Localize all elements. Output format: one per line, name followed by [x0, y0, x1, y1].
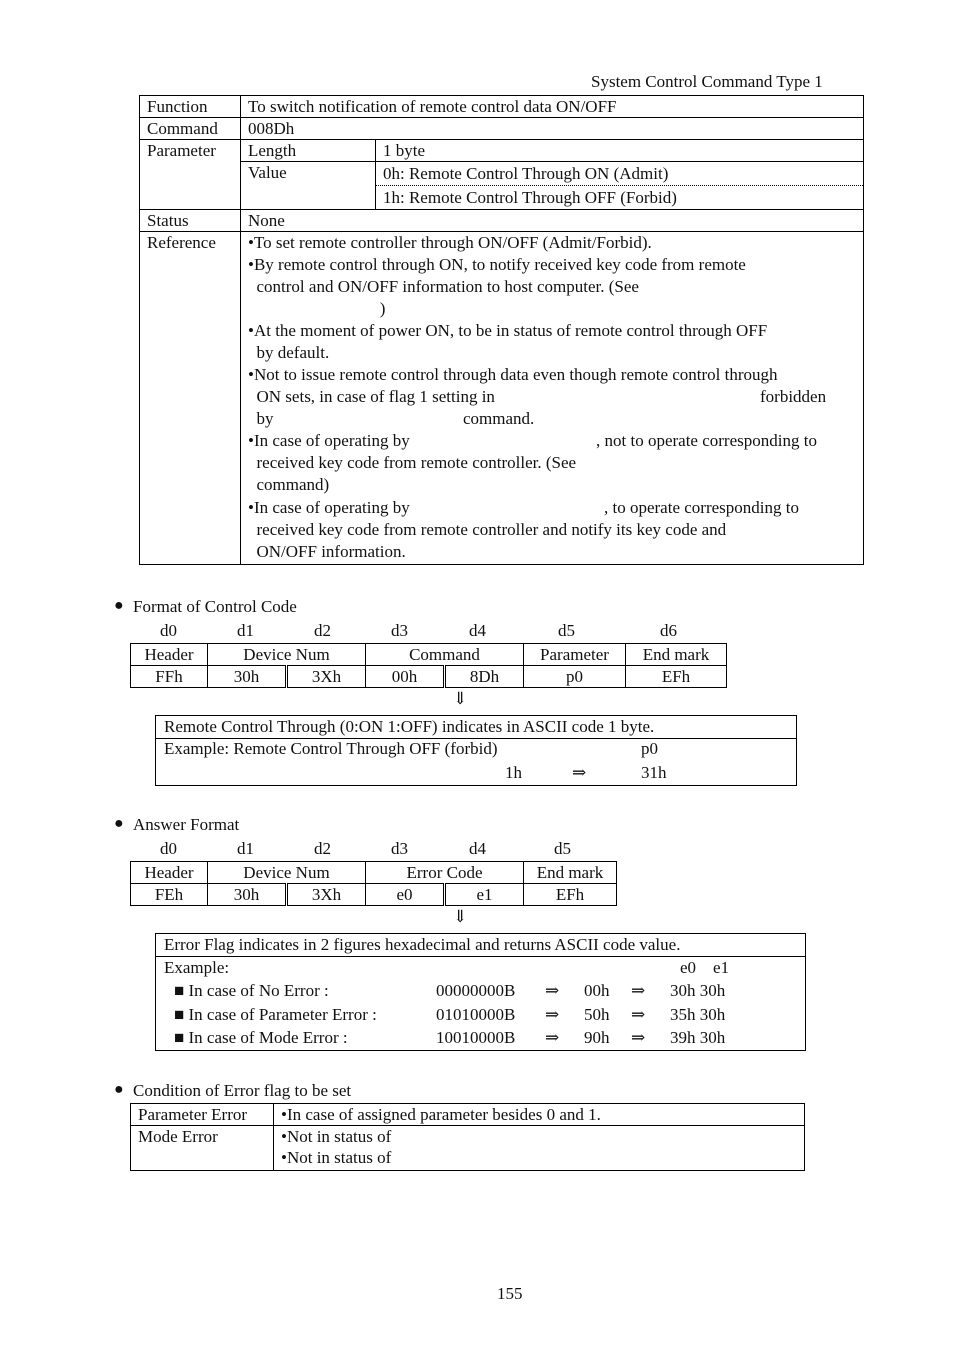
right-arrow-icon: ⇒: [572, 763, 587, 782]
control-code-title: Format of Control Code: [133, 597, 297, 616]
d-label: d0: [160, 839, 177, 858]
right-arrow-icon: ⇒: [545, 981, 560, 1000]
reference-line-14: ON/OFF information.: [248, 542, 406, 561]
reference-line-10: received key code from remote controller. (See: [248, 453, 577, 472]
control-code-table: [130, 643, 727, 688]
command-label: Command: [140, 118, 241, 140]
d-label: d1: [237, 839, 254, 858]
cc-header-device: Device Num: [208, 644, 366, 666]
cc-header-endmark: End mark: [626, 644, 727, 666]
function-label: Function: [140, 96, 241, 118]
d-label: d3: [391, 621, 408, 640]
cc-note-p0: p0: [641, 739, 658, 758]
af-header-header: Header: [131, 862, 208, 884]
reference-line-9: •In case of operating by: [248, 431, 410, 450]
cc-value: p0: [524, 666, 626, 688]
d-label: d2: [314, 621, 331, 640]
status-label: Status: [140, 210, 241, 232]
cc-note-31h: 31h: [641, 763, 667, 782]
af-row-bin: 10010000B: [436, 1028, 516, 1047]
value-label: Value: [241, 162, 376, 210]
d-label: d1: [237, 621, 254, 640]
bullet-icon: ●: [114, 597, 124, 614]
d-label: d2: [314, 839, 331, 858]
bullet-icon: ●: [114, 1081, 124, 1098]
down-arrow-icon: ⇓: [453, 689, 468, 708]
cc-value: FFh: [131, 666, 208, 688]
af-row-label: ■ In case of Parameter Error :: [174, 1005, 377, 1024]
af-row-bin: 00000000B: [436, 981, 516, 1000]
value-line-0: 0h: Remote Control Through ON (Admit): [376, 162, 863, 186]
reference-line-4: •At the moment of power ON, to be in status of remote control through OFF: [248, 321, 768, 340]
cc-header-parameter: Parameter: [524, 644, 626, 666]
af-header-endmark: End mark: [524, 862, 617, 884]
command-value: 008Dh: [241, 118, 864, 140]
d-label: d6: [660, 621, 677, 640]
reference-line-0: •To set remote controller through ON/OFF (Admit/Forbid).: [248, 233, 652, 252]
reference-cell: [241, 232, 864, 565]
cc-header-header: Header: [131, 644, 208, 666]
cc-value: 8Dh: [445, 666, 524, 688]
af-row-label: ■ In case of Mode Error :: [174, 1028, 348, 1047]
bullet-icon: ●: [114, 815, 124, 832]
d-label: d4: [469, 839, 486, 858]
cc-value: 00h: [366, 666, 445, 688]
af-row-hex: 00h: [584, 981, 610, 1000]
cc-value: 3Xh: [287, 666, 366, 688]
error-condition-line: •In case of assigned parameter besides 0 and 1.: [274, 1104, 805, 1126]
function-value: To switch notification of remote control data ON/OFF: [241, 96, 864, 118]
reference-command: command.: [463, 409, 535, 428]
d-label: d5: [558, 621, 575, 640]
right-arrow-icon: ⇒: [545, 1028, 560, 1047]
reference-not-operate: , not to operate corresponding to: [596, 431, 817, 450]
error-conditions-title: Condition of Error flag to be set: [133, 1081, 352, 1100]
af-row-ascii: 39h 30h: [670, 1028, 726, 1047]
d-label: d3: [391, 839, 408, 858]
error-condition-line: •Not in status of: [281, 1148, 392, 1167]
reference-line-1: •By remote control through ON, to notify received key code from remote: [248, 255, 746, 274]
d-label: d5: [554, 839, 571, 858]
af-row-label: ■ In case of No Error :: [174, 981, 329, 1000]
reference-line-2: control and ON/OFF information to host computer. (See: [248, 277, 639, 296]
error-condition-line: •Not in status of: [281, 1127, 392, 1146]
af-value: EFh: [524, 884, 617, 906]
error-condition-lines: [274, 1126, 805, 1171]
error-condition-label: Mode Error: [131, 1126, 274, 1171]
value-cell: [376, 162, 864, 210]
d-label: d0: [160, 621, 177, 640]
reference-line-8: by: [248, 409, 274, 428]
d-label: d4: [469, 621, 486, 640]
reference-line-6: •Not to issue remote control through data even though remote control through: [248, 365, 778, 384]
length-label: Length: [241, 140, 376, 162]
status-value: None: [241, 210, 864, 232]
page-number: 155: [497, 1284, 523, 1303]
right-arrow-icon: ⇒: [631, 1028, 646, 1047]
cc-value: EFh: [626, 666, 727, 688]
reference-line-3: ): [248, 299, 386, 318]
parameter-label: Parameter: [140, 140, 241, 210]
cc-note-line1: Remote Control Through (0:ON 1:OFF) indicates in ASCII code 1 byte.: [164, 717, 655, 736]
af-value: 30h: [208, 884, 287, 906]
reference-line-12: •In case of operating by: [248, 498, 410, 517]
af-row-hex: 50h: [584, 1005, 610, 1024]
right-arrow-icon: ⇒: [631, 981, 646, 1000]
right-arrow-icon: ⇒: [631, 1005, 646, 1024]
error-condition-label: Parameter Error: [131, 1104, 274, 1126]
af-header-device: Device Num: [208, 862, 366, 884]
cc-header-command: Command: [366, 644, 524, 666]
answer-format-table: [130, 861, 617, 906]
value-line-1: 1h: Remote Control Through OFF (Forbid): [383, 188, 677, 207]
af-header-error: Error Code: [366, 862, 524, 884]
reference-line-7: ON sets, in case of flag 1 setting in: [248, 387, 495, 406]
af-row-ascii: 30h 30h: [670, 981, 726, 1000]
af-value: 3Xh: [287, 884, 366, 906]
cc-note-line2: Example: Remote Control Through OFF (forbid): [164, 739, 498, 758]
af-row-ascii: 35h 30h: [670, 1005, 726, 1024]
answer-format-title: Answer Format: [133, 815, 240, 834]
cc-value: 30h: [208, 666, 287, 688]
af-value: e0: [366, 884, 445, 906]
af-row-hex: 90h: [584, 1028, 610, 1047]
reference-line-13: received key code from remote controller and notify its key code and: [248, 520, 727, 539]
af-value: FEh: [131, 884, 208, 906]
error-conditions-table: [130, 1103, 805, 1171]
command-table: [139, 95, 864, 565]
af-row-bin: 01010000B: [436, 1005, 516, 1024]
reference-label: Reference: [140, 232, 241, 565]
right-arrow-icon: ⇒: [545, 1005, 560, 1024]
reference-line-5: by default.: [248, 343, 330, 362]
cc-note-1h: 1h: [505, 763, 522, 782]
af-value: e1: [445, 884, 524, 906]
down-arrow-icon: ⇓: [453, 907, 468, 926]
reference-to-operate: , to operate corresponding to: [604, 498, 799, 517]
reference-line-11: command): [248, 475, 330, 494]
length-value: 1 byte: [376, 140, 864, 162]
reference-forbidden: forbidden: [760, 387, 827, 406]
page-header: System Control Command Type 1: [591, 72, 823, 91]
af-note-line1: Error Flag indicates in 2 figures hexadecimal and returns ASCII code value.: [164, 935, 681, 954]
reference-text: [241, 232, 863, 564]
af-e-labels: e0 e1: [680, 958, 730, 977]
af-example-label: Example:: [164, 958, 230, 977]
